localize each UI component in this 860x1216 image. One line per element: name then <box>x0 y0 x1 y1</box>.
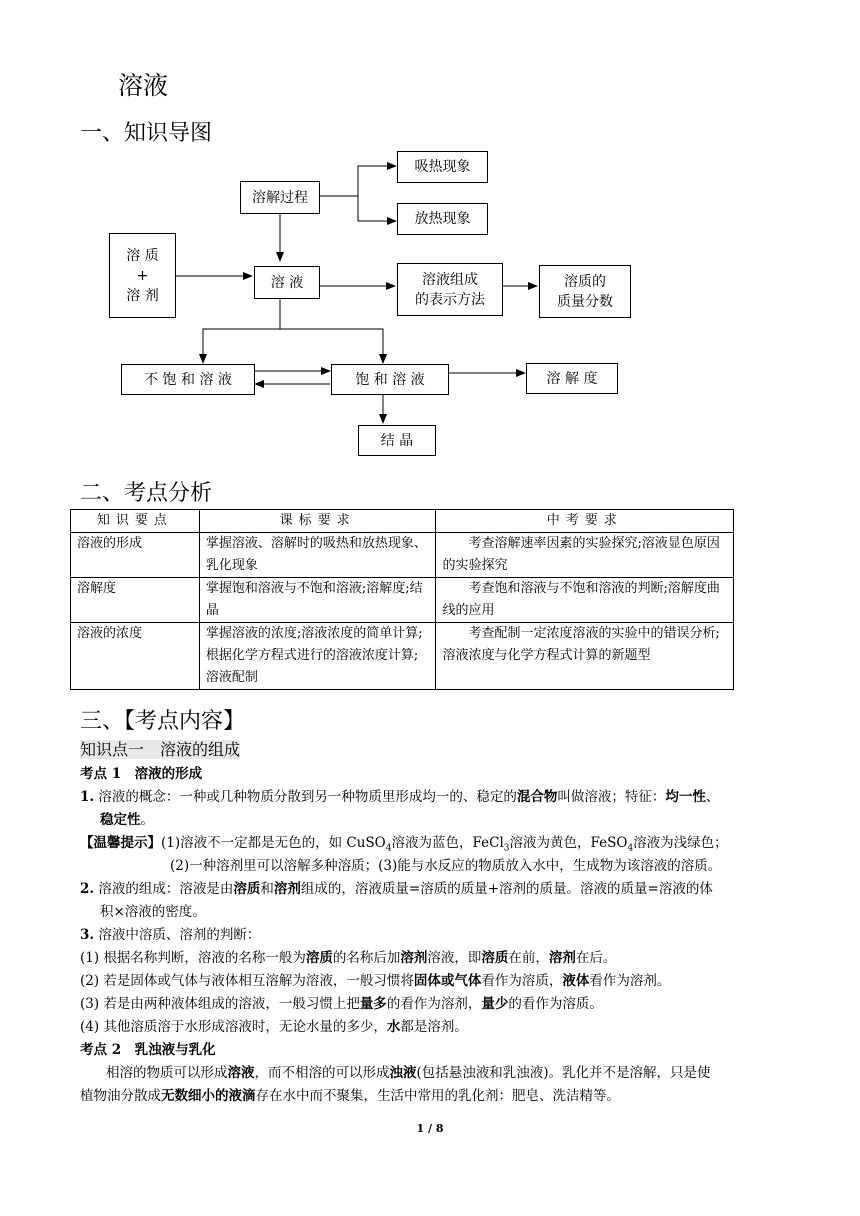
box-absorb-heat: 吸热现象 <box>397 151 488 183</box>
box-crystallization: 结 晶 <box>358 425 436 456</box>
box-unsaturated-solution: 不 饱 和 溶 液 <box>121 364 255 395</box>
plus-label: + <box>136 267 149 284</box>
knowledge-point-1-label: 知识点一 溶液的组成 <box>80 740 241 759</box>
section-heading-3: 三、【考点内容】 <box>80 709 246 734</box>
box-release-heat: 放热现象 <box>397 203 488 235</box>
paragraph-emulsion-line1: 相溶的物质可以形成溶液，而不相溶的可以形成浊液(包括悬浊液和乳浊液)。乳化并不是溶解，只是使 <box>106 1065 711 1081</box>
rule-1: (1) 根据名称判断，溶液的名称一般为溶质的名称后加溶剂溶液，即溶质在前，溶剂在后。 <box>80 950 617 966</box>
paragraph-solution-concept: 1. 溶液的概念：一种或几种物质分散到另一种物质里形成均一的、稳定的混合物叫做溶液；特征：均一性、 <box>80 789 720 805</box>
box-saturated-solution: 饱 和 溶 液 <box>331 364 449 395</box>
page-title: 溶液 <box>118 71 169 100</box>
table-cell: 溶解度 <box>71 578 200 623</box>
table-cell: 掌握溶液、溶解时的吸热和放热现象、乳化现象 <box>199 533 436 578</box>
table-header-row <box>71 510 734 533</box>
mass-fraction-line2: 质量分数 <box>557 293 613 310</box>
paragraph-judge-solute-solvent: 3. 溶液中溶质、溶剂的判断： <box>80 927 261 943</box>
table-cell: 考查配制一定浓度溶液的实验中的错误分析;溶液浓度与化学方程式计算的新题型 <box>436 623 734 690</box>
rule-4: (4) 其他溶质溶于水形成溶液时，无论水量的多少，水都是溶剂。 <box>80 1019 468 1035</box>
box-solute-solvent <box>109 233 176 318</box>
table-cell: 溶液的浓度 <box>71 623 200 690</box>
composition-line2: 的表示方法 <box>415 291 485 308</box>
box-dissolve-process: 溶解过程 <box>240 181 320 214</box>
box-solubility: 溶 解 度 <box>526 363 618 394</box>
section-heading-1: 一、知识导图 <box>80 121 213 146</box>
exam-analysis-table <box>70 509 734 690</box>
table-cell: 考查饱和溶液与不饱和溶液的判断;溶解度曲线的应用 <box>436 578 734 623</box>
paragraph-solution-concept-cont: 稳定性。 <box>100 812 154 828</box>
composition-line1: 溶液组成 <box>422 271 478 288</box>
table-row <box>71 623 734 690</box>
paragraph-solution-composition: 2. 溶液的组成：溶液是由溶质和溶剂组成的，溶液质量=溶质的质量+溶剂的质量。溶液的质量=溶液的体 <box>80 881 713 897</box>
box-solution: 溶 液 <box>254 266 320 299</box>
table-cell: 溶液的形成 <box>71 533 200 578</box>
exam-point-1-heading: 考点 1 溶液的形成 <box>80 766 203 782</box>
paragraph-emulsion-line2: 植物油分散成无数细小的液滴存在水中而不聚集，生活中常用的乳化剂：肥皂、洗洁精等。 <box>80 1088 620 1104</box>
section-heading-2: 二、考点分析 <box>80 481 213 506</box>
table-cell: 考查溶解速率因素的实验探究;溶液显色原因的实验探究 <box>436 533 734 578</box>
rule-3: (3) 若是由两种液体组成的溶液，一般习惯上把量多的看作为溶剂，量少的看作为溶质。 <box>80 996 603 1012</box>
knowledge-point-1 <box>80 738 780 761</box>
rule-2: (2) 若是固体或气体与液体相互溶解为溶液，一般习惯将固体或气体看作为溶质，液体看作为溶剂。 <box>80 973 671 989</box>
table-row <box>71 578 734 623</box>
exam-point-2-heading: 考点 2 乳浊液与乳化 <box>80 1042 216 1058</box>
warm-tip-line1: 【温馨提示】(1)溶液不一定都是无色的，如 CuSO$_4$溶液为蓝色，FeCl$_3$溶液为黄色，FeSO$_4$溶液为浅绿色； <box>80 835 728 854</box>
mass-fraction-line1: 溶质的 <box>564 273 606 290</box>
table-header-cell: 课标要求 <box>199 510 436 533</box>
solvent-label: 溶 剂 <box>126 287 159 304</box>
box-composition-expression <box>397 263 503 316</box>
table-cell: 掌握溶液的浓度;溶液浓度的简单计算;根据化学方程式进行的溶液浓度计算;溶液配制 <box>199 623 436 690</box>
solute-label: 溶 质 <box>126 247 159 264</box>
table-row <box>71 533 734 578</box>
table-header-cell: 知识要点 <box>71 510 200 533</box>
table-cell: 掌握饱和溶液与不饱和溶液;溶解度;结晶 <box>199 578 436 623</box>
paragraph-solution-composition-cont: 积×溶液的密度。 <box>100 904 206 920</box>
table-header-cell: 中考要求 <box>436 510 734 533</box>
box-mass-fraction <box>539 265 631 318</box>
warm-tip-line2: (2)一种溶剂里可以溶解多种溶质；(3)能与水反应的物质放入水中，生成物为该溶液的溶质。 <box>170 858 722 874</box>
page-number: 1 / 8 <box>416 1122 444 1135</box>
